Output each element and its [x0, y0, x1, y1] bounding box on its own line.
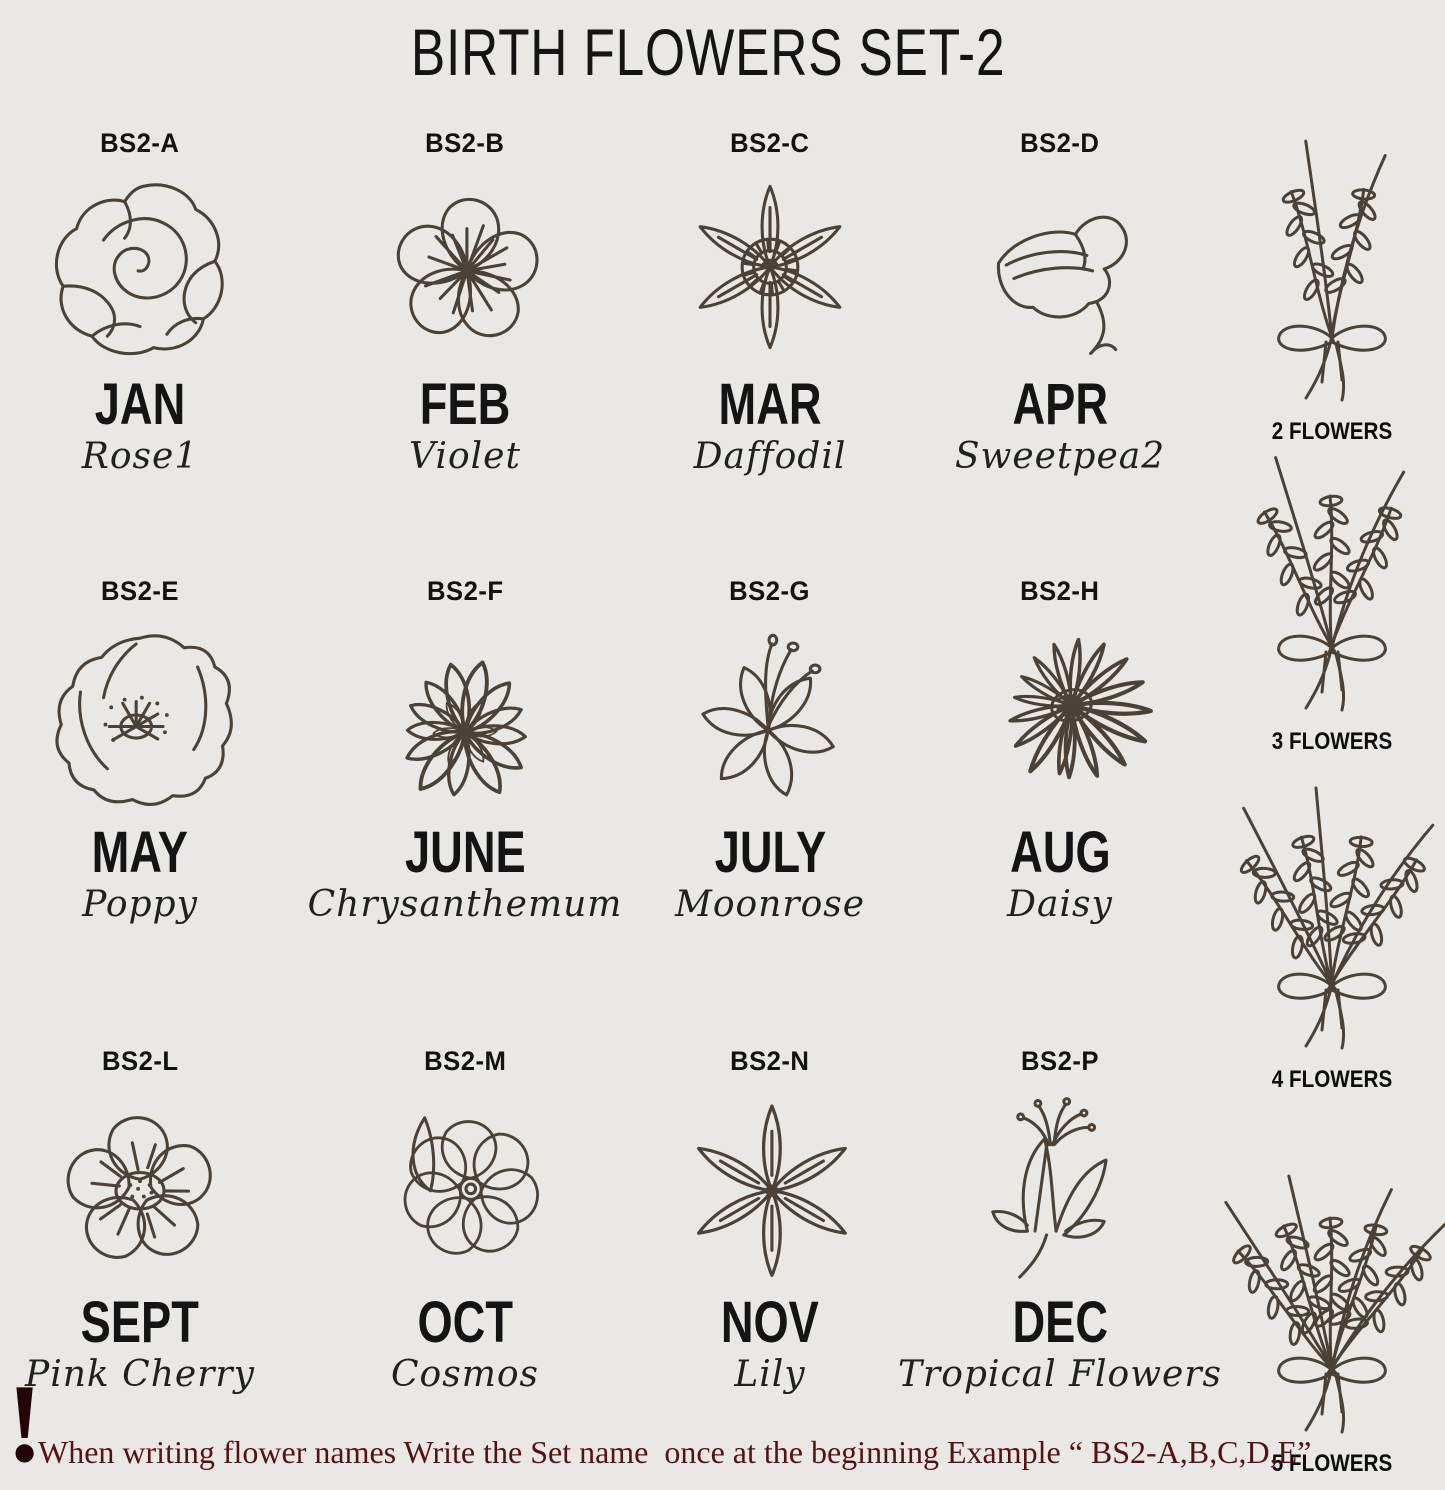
month-label: DEC: [1012, 1290, 1108, 1355]
month-label: JAN: [94, 372, 186, 437]
sweetpea-icon: [920, 169, 1200, 365]
bouquet-4-label: 4 FLOWERS: [1271, 1066, 1393, 1093]
daffodil-icon: [630, 169, 910, 365]
flower-name: Daisy: [1007, 884, 1113, 926]
flower-name: Cosmos: [391, 1354, 539, 1396]
month-label: JUNE: [404, 820, 526, 885]
flower-code: BS2-L: [101, 1046, 179, 1076]
flower-cell-nov: [630, 1046, 910, 1395]
month-label: NOV: [720, 1290, 820, 1355]
poppy-icon: [0, 617, 280, 813]
violet-icon: [325, 169, 605, 365]
cosmos-icon: [325, 1087, 605, 1283]
flower-name: Tropical Flowers: [898, 1354, 1223, 1396]
bouquet-5-flowers: [1212, 1118, 1445, 1478]
month-label: APR: [1012, 372, 1108, 437]
month-label: MAR: [718, 372, 822, 437]
daisy-icon: [920, 617, 1200, 813]
flower-code: BS2-C: [730, 128, 810, 158]
flower-code: BS2-F: [426, 576, 504, 606]
flower-code: BS2-G: [729, 576, 811, 606]
flower-cell-aug: [920, 576, 1200, 925]
flower-code: BS2-D: [1020, 128, 1100, 158]
bouquet-4-icon: [1212, 734, 1445, 1064]
bouquet-3-flowers: [1212, 396, 1445, 755]
rose-icon: [0, 169, 280, 365]
moonrose-icon: [630, 617, 910, 813]
flower-code: BS2-E: [101, 576, 179, 606]
month-label: AUG: [1009, 820, 1111, 885]
exclamation-icon: !: [6, 1362, 44, 1486]
flower-name: Chrysanthemum: [307, 884, 623, 926]
flower-code: BS2-M: [423, 1046, 507, 1076]
lily-icon: [630, 1087, 910, 1283]
page-title: BIRTH FLOWERS SET-2: [410, 15, 1006, 89]
month-label: JULY: [714, 820, 826, 885]
flower-code: BS2-P: [1021, 1046, 1099, 1076]
flower-code: BS2-H: [1020, 576, 1100, 606]
flower-cell-oct: [325, 1046, 605, 1395]
bouquet-2-flowers: [1212, 86, 1445, 445]
flower-name: Sweetpea2: [954, 436, 1166, 478]
flower-cell-july: [630, 576, 910, 925]
flower-code: BS2-A: [100, 128, 180, 158]
flower-name: Daffodil: [693, 436, 847, 478]
month-label: SEPT: [80, 1290, 200, 1355]
bouquet-3-icon: [1212, 396, 1445, 726]
flower-name: Violet: [409, 436, 521, 478]
flower-cell-mar: [630, 128, 910, 477]
chrysanthemum-icon: [325, 617, 605, 813]
flower-name: Lily: [734, 1354, 806, 1396]
flower-cell-dec: [898, 1046, 1223, 1396]
month-label: OCT: [417, 1290, 513, 1355]
month-label: MAY: [91, 820, 189, 885]
flower-cell-jan: [0, 128, 280, 477]
flower-name: Moonrose: [674, 884, 866, 926]
flower-name: Poppy: [82, 884, 198, 926]
flower-name: Rose1: [81, 436, 199, 478]
flower-cell-feb: [325, 128, 605, 477]
bouquet-2-label: 2 FLOWERS: [1271, 418, 1393, 445]
bouquet-5-label: 5 FLOWERS: [1271, 1450, 1393, 1477]
flower-cell-may: [0, 576, 280, 925]
bouquet-5-icon: [1212, 1118, 1445, 1448]
flower-code: BS2-N: [730, 1046, 810, 1076]
flower-cell-sept: [0, 1046, 280, 1395]
bouquet-4-flowers: [1212, 734, 1445, 1092]
flower-cell-apr: [920, 128, 1200, 477]
tropical-flowers-icon: [920, 1087, 1200, 1283]
instruction-note: When writing flower names Write the Set name once at the beginning Example “ BS2-A,B,C,D,E”: [38, 1434, 1312, 1470]
flower-code: BS2-B: [425, 128, 505, 158]
month-label: FEB: [419, 372, 511, 437]
bouquet-2-icon: [1212, 86, 1445, 416]
flower-name: Pink Cherry: [25, 1354, 255, 1396]
bouquet-3-label: 3 FLOWERS: [1271, 728, 1393, 755]
flower-cell-june: [307, 576, 623, 926]
pink-cherry-icon: [0, 1087, 280, 1283]
